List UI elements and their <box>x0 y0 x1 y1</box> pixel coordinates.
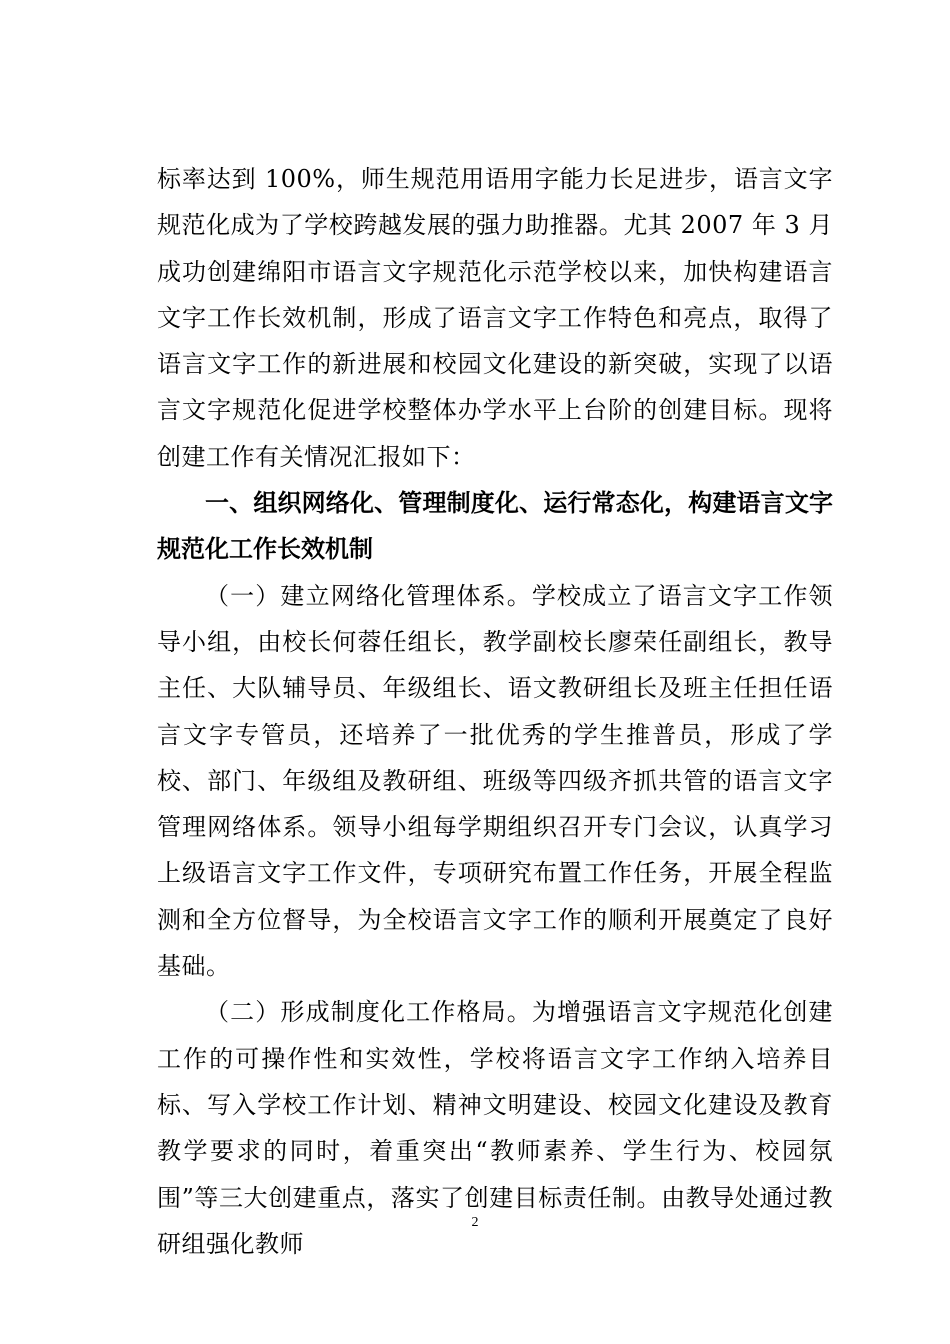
paragraph-intro-continued: 标率达到 100%，师生规范用语用字能力长足进步，语言文字规范化成为了学校跨越发展的强力助推器。尤其 2007 年 3 月成功创建绵阳市语言文字规范化示范学校以来，加快构建语言文字工作长效机制，形成了语言文字工作特色和亮点，取得了语言文字工作的新进展和校园文化建设的新突破，实现了以语言文字规范化促进学校整体办学水平上台阶的创建目标。现将创建工作有关情况汇报如下： <box>157 165 833 471</box>
paragraph-network-management: （一）建立网络化管理体系。学校成立了语言文字工作领导小组，由校长何蓉任组长，教学副校长廖荣任副组长，教导主任、大队辅导员、年级组长、语文教研组长及班主任担任语言文字专管员，还培养了一批优秀的学生推普员，形成了学校、部门、年级组及教研组、班级等四级齐抓共管的语言文字管理网络体系。领导小组每学期组织召开专门会议，认真学习上级语言文字工作文件，专项研究布置工作任务，开展全程监测和全方位督导，为全校语言文字工作的顺利开展奠定了良好基础。 <box>157 581 833 981</box>
paragraph-institutional-framework: （二）形成制度化工作格局。为增强语言文字规范化创建工作的可操作性和实效性，学校将语言文字工作纳入培养目标、写入学校工作计划、精神文明建设、校园文化建设及教育教学要求的同时，着重突出“教师素养、学生行为、校园氛围”等三大创建重点，落实了创建目标责任制。由教导处通过教研组强化教师 <box>157 998 833 1258</box>
document-body <box>157 156 833 1267</box>
page-number: 2 <box>471 1215 479 1230</box>
section-heading-1: 一、组织网络化、管理制度化、运行常态化，构建语言文字规范化工作长效机制 <box>157 489 833 564</box>
